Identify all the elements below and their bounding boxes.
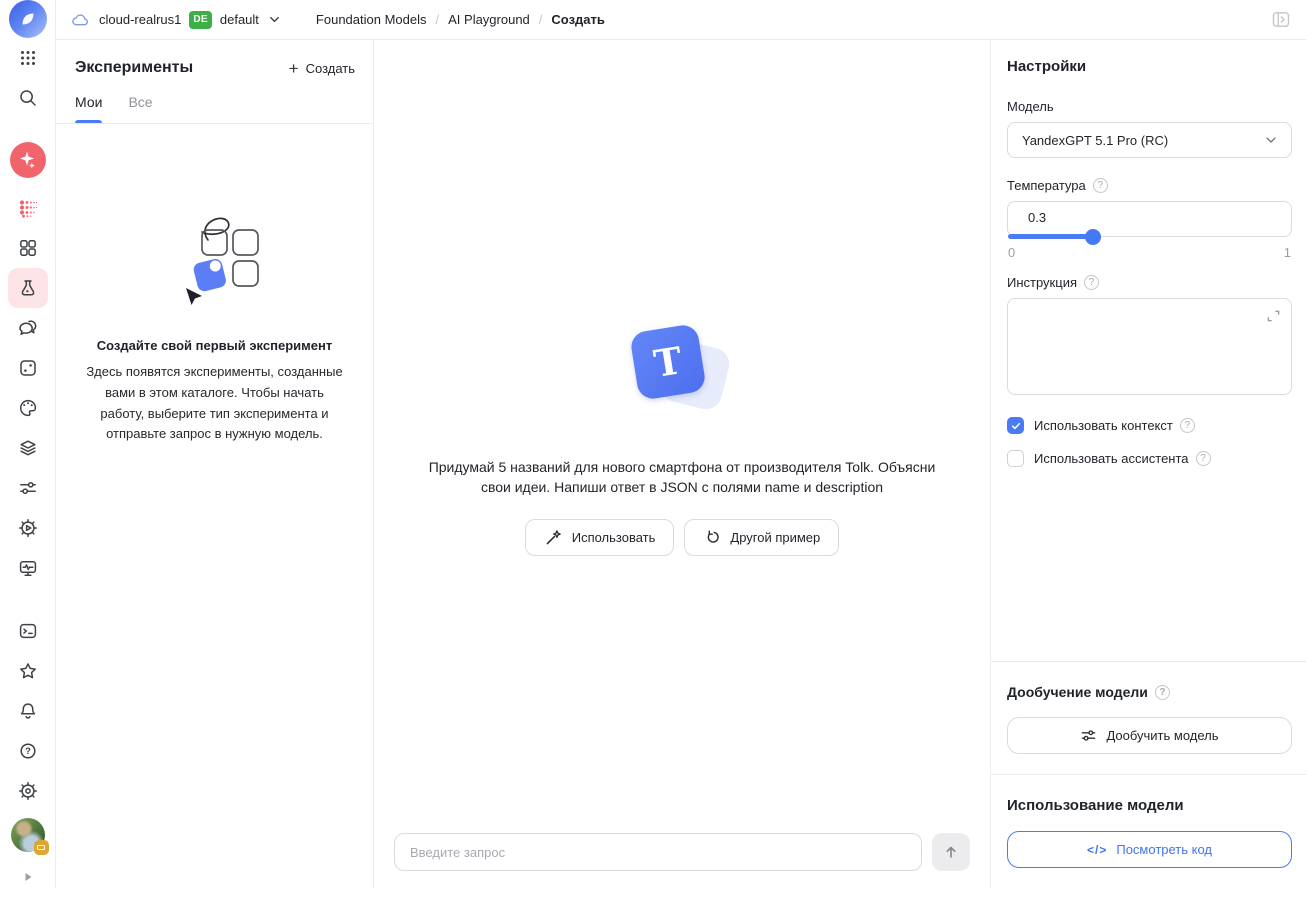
tune-model-label: Дообучить модель <box>1106 728 1219 743</box>
another-example-button[interactable] <box>684 519 839 556</box>
arrow-up-icon <box>942 843 960 861</box>
panel-toggle-icon[interactable] <box>1272 11 1290 28</box>
instruction-label: Инструкция <box>1007 275 1077 290</box>
use-example-label: Использовать <box>571 529 656 545</box>
all-services-grid-icon[interactable] <box>8 38 48 78</box>
notifications-bell-icon[interactable] <box>8 691 48 731</box>
cloud-name[interactable]: cloud-realrus1 <box>99 12 182 27</box>
collapse-expand-arrow-icon[interactable] <box>8 857 48 897</box>
dice-icon[interactable] <box>8 348 48 388</box>
send-button[interactable] <box>932 833 970 871</box>
refresh-ccw-icon <box>703 528 721 546</box>
breadcrumb-ai-playground[interactable]: AI Playground <box>448 12 530 27</box>
experiments-tabs <box>56 85 373 124</box>
breadcrumb-foundation-models[interactable]: Foundation Models <box>315 12 427 27</box>
text-tile-icon <box>629 323 707 401</box>
temperature-min: 0 <box>1008 245 1016 260</box>
chevron-down-icon[interactable] <box>267 12 282 27</box>
tune-sliders-icon <box>1080 727 1097 744</box>
icon-rail <box>0 0 56 888</box>
prompt-input[interactable] <box>394 833 922 871</box>
gear-play-icon[interactable] <box>8 508 48 548</box>
search-icon[interactable] <box>8 78 48 118</box>
tile-letter: T <box>650 338 686 386</box>
palette-icon[interactable] <box>8 388 48 428</box>
chat-bubbles-icon[interactable] <box>8 308 48 348</box>
experiments-title: Эксперименты <box>75 59 194 76</box>
services-squares-icon[interactable] <box>8 228 48 268</box>
breadcrumb-current: Создать <box>551 12 605 27</box>
temperature-max: 1 <box>1283 245 1291 260</box>
breadcrumb <box>316 12 605 27</box>
temperature-thumb[interactable] <box>1085 229 1101 245</box>
ai-studio-sparkle-icon[interactable] <box>8 140 48 180</box>
datasphere-dots-icon[interactable] <box>8 188 48 228</box>
empty-state-title: Создайте свой первый эксперимент <box>96 338 333 353</box>
topbar <box>56 0 1306 40</box>
user-avatar[interactable] <box>8 815 48 855</box>
tune-model-button[interactable] <box>1007 717 1292 754</box>
model-value: YandexGPT 5.1 Pro (RC) <box>1022 132 1169 148</box>
code-icon: </> <box>1087 842 1108 857</box>
use-context-label: Использовать контекст <box>1034 418 1173 433</box>
view-code-button[interactable] <box>1007 831 1292 868</box>
check-icon <box>1010 420 1022 432</box>
layers-stack-icon[interactable] <box>8 428 48 468</box>
settings-panel <box>990 40 1306 888</box>
instruction-help-icon[interactable]: ? <box>1084 275 1099 290</box>
model-select[interactable] <box>1007 122 1292 158</box>
tab-my[interactable]: Мои <box>75 85 102 123</box>
empty-state-description: Здесь появятся эксперименты, созданные вами в этом каталоге. Чтобы начать работу, выберите тип эксперимента и отправьте запрос в нужную модель. <box>86 364 343 442</box>
text-model-illustration <box>634 328 730 414</box>
tuning-help-icon[interactable]: ? <box>1155 685 1170 700</box>
temperature-track-fill <box>1008 234 1093 239</box>
sparkle-icon <box>10 142 46 178</box>
expand-icon[interactable] <box>1266 308 1281 323</box>
temperature-label: Температура <box>1007 178 1086 193</box>
breadcrumb-separator: / <box>538 12 543 27</box>
svg-text:?: ? <box>24 746 31 758</box>
monitoring-icon[interactable] <box>8 548 48 588</box>
create-experiment-button[interactable] <box>289 60 355 77</box>
plus-icon: + <box>288 58 299 78</box>
magic-wand-icon <box>544 528 563 547</box>
model-label: Модель <box>1007 99 1054 114</box>
view-code-label: Посмотреть код <box>1116 842 1212 857</box>
subscription-badge-icon <box>34 840 49 855</box>
temperature-value[interactable]: 0.3 <box>1028 210 1047 225</box>
use-context-help-icon[interactable]: ? <box>1180 418 1195 433</box>
use-example-button[interactable] <box>525 519 675 556</box>
tuning-section <box>991 662 1306 774</box>
tab-all[interactable]: Все <box>128 85 152 123</box>
use-context-checkbox[interactable] <box>1007 417 1024 434</box>
usage-title: Использование модели <box>1007 797 1184 814</box>
use-assistant-label: Использовать ассистента <box>1034 451 1189 466</box>
experiments-empty-state <box>56 212 373 445</box>
yandex-cloud-logo-icon[interactable] <box>9 0 47 38</box>
create-experiment-label: Создать <box>305 60 355 76</box>
ai-playground-flask-icon[interactable] <box>8 268 48 308</box>
breadcrumb-separator: / <box>435 12 440 27</box>
example-prompt-text: Придумай 5 названий для нового смартфона от производителя Tolk. Объясни свои идеи. Напиши ответ в JSON с полями name и description <box>428 459 936 495</box>
folder-name[interactable]: default <box>219 12 259 27</box>
settings-gear-icon[interactable] <box>8 771 48 811</box>
use-assistant-checkbox[interactable] <box>1007 450 1024 467</box>
usage-section <box>991 775 1306 888</box>
playground-area <box>374 40 990 888</box>
tuning-sliders-icon[interactable] <box>8 468 48 508</box>
favorites-star-icon[interactable] <box>8 651 48 691</box>
environment-badge: DE <box>189 11 212 29</box>
settings-title: Настройки <box>1007 58 1087 75</box>
use-assistant-help-icon[interactable]: ? <box>1196 451 1211 466</box>
another-example-label: Другой пример <box>730 529 821 545</box>
tuning-title: Дообучение модели <box>1007 684 1148 700</box>
temperature-help-icon[interactable]: ? <box>1093 178 1108 193</box>
experiments-panel <box>56 40 374 888</box>
chevron-down-icon <box>1263 132 1279 148</box>
instruction-textarea[interactable] <box>1007 298 1292 395</box>
cloud-icon <box>70 11 91 29</box>
terminal-cli-icon[interactable] <box>8 611 48 651</box>
temperature-slider[interactable] <box>1007 201 1292 237</box>
empty-state-illustration <box>156 212 274 308</box>
help-icon[interactable] <box>8 731 48 771</box>
